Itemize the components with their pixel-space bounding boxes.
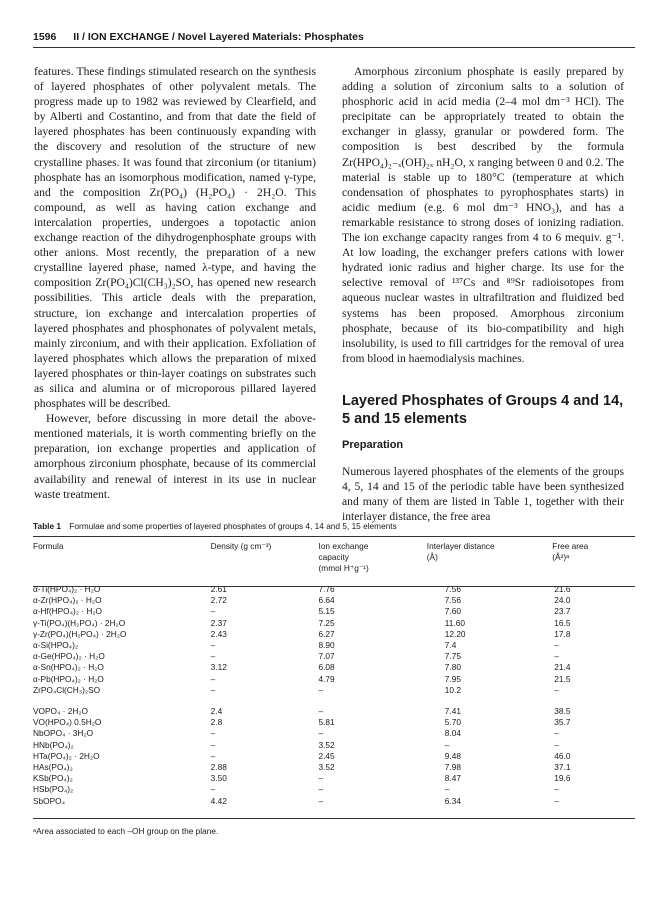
header-free-area-line1: Free area <box>552 541 589 551</box>
table-caption-text: Formulae and some properties of layered phosphates of groups 4, 14 and 5, 15 elements <box>69 521 397 531</box>
section-title: Layered Phosphates of Groups 4 and 14, 5 and 15 elements <box>342 392 624 427</box>
cell-interlayer: 7.56 <box>444 595 461 606</box>
left-column <box>34 64 316 502</box>
cell-interlayer: 7.4 <box>444 640 457 651</box>
left-paragraph-2: However, before discussing in more detail the above-mentioned materials, it is worth commenting briefly on the preparation, ion exchange properties and application of amorphous zirconium phosphate, because of its commercial availability and renewal of interest in its use in nuclear waste treatment. <box>34 412 316 501</box>
right-paragraph-2: Numerous layered phosphates of the elements of the groups 4, 5, 14 and 15 of the periodic table have been synthesized and many of them are listed in Table 1, together with their interlayer distance, the free area <box>342 464 624 524</box>
cell-interlayer: – <box>444 739 450 750</box>
cell-free-area: – <box>554 784 559 795</box>
cell-capacity: 7.76 <box>318 584 335 594</box>
table-header-row <box>33 541 635 574</box>
cell-capacity: 8.90 <box>318 640 335 651</box>
cell-formula: α-Ge(HPO₄)₂ · H₂O <box>33 651 105 662</box>
header-capacity <box>319 541 427 574</box>
cell-formula: VO(HPO₄) 0.5H₂O <box>33 717 102 728</box>
right-paragraph-1: Amorphous zirconium phosphate is easily prepared by adding a solution of zirconium salts to a solution of phosphoric acid in acid media (2–4 mol dm⁻³ HCl). The precipitate can be appropriately treated to obtain the exchanger in glassy, granular or powdered form. The composition is best described by the formula Zr(HPO₄)₂₋ₓ(OH)₂ₓ nH₂O, x ranging between 0 and 0.2. The material is stable up to 180°C (temperature at which condensation of phosphates to pyrophosphates starts) in acidic medium (e.g. 6 mol dm⁻³ HNO₃), and has a remarkable resistance to strong doses of ionizing radiation. The ion exchange capacity ranges from 4 to 6 mequiv. g⁻¹. At low loading, the exchanger prefers cations with lower hydrated ionic radius and higher charge. Its use for the selective removal of ¹³⁷Cs and ⁸⁹Sr radioisotopes from aqueous nuclear wastes in ultrafiltration and fluidized bed systems has been proposed. Amorphous zirconium phosphate, because of its bio-compatibility and high insolubility, is used to fill cartridges for the removal of urea from blood in haemodialysis machines. <box>342 65 624 365</box>
cell-capacity: – <box>318 773 324 784</box>
cell-density: – <box>210 784 216 795</box>
cell-interlayer: 10.2 <box>444 684 461 695</box>
cell-density: – <box>210 684 216 695</box>
cell-capacity: 7.07 <box>318 651 335 662</box>
cell-formula: α-Pb(HPO₄)₂ · H₂O <box>33 673 104 684</box>
table-row <box>33 662 635 673</box>
cell-free-area: 24.0 <box>554 595 571 606</box>
table-row <box>33 674 635 685</box>
table-row <box>33 618 635 629</box>
cell-density: 3.12 <box>210 662 227 673</box>
table-row <box>33 784 635 795</box>
table-row <box>33 685 635 696</box>
cell-capacity: – <box>318 706 324 717</box>
cell-formula: α-Sn(HPO₄)₂ · H₂O <box>33 662 104 673</box>
table-row <box>33 629 635 640</box>
cell-interlayer: 7.60 <box>444 606 461 617</box>
cell-interlayer: 7.98 <box>444 762 461 773</box>
cell-formula: α-Si(HPO₄)₂ <box>33 640 79 651</box>
table-body-group-1 <box>33 584 635 696</box>
cell-interlayer: 7.56 <box>444 584 461 594</box>
table-row <box>33 796 635 807</box>
header-rule <box>33 47 635 48</box>
cell-density: – <box>210 739 216 750</box>
cell-interlayer: 7.80 <box>444 662 461 673</box>
header-density: Density (g cm⁻³) <box>210 541 272 551</box>
cell-density: – <box>210 640 216 651</box>
cell-interlayer: 8.04 <box>444 728 461 739</box>
cell-free-area: – <box>554 640 559 651</box>
cell-density: – <box>210 750 216 761</box>
subsection-title: Preparation <box>342 438 404 451</box>
cell-free-area: 21.4 <box>554 662 571 673</box>
cell-formula: γ-Ti(PO₄)(H₂PO₄) · 2H₂O <box>33 617 126 628</box>
cell-free-area: 21.5 <box>554 673 571 684</box>
cell-capacity: – <box>318 795 324 806</box>
table-row <box>33 717 635 728</box>
cell-density: – <box>210 673 216 684</box>
cell-capacity: 2.45 <box>318 750 335 761</box>
header-interlayer-line1: Interlayer distance <box>426 541 495 551</box>
table-row <box>33 762 635 773</box>
cell-capacity: – <box>318 784 324 795</box>
cell-free-area: – <box>554 651 559 662</box>
cell-free-area: 21.6 <box>554 584 571 594</box>
cell-formula: α-Ti(HPO₄)₂ · H₂O <box>33 584 101 594</box>
cell-density: 4.42 <box>210 795 227 806</box>
cell-density: 2.4 <box>210 706 223 717</box>
cell-free-area: 17.8 <box>554 628 571 639</box>
table-row <box>33 706 635 717</box>
cell-interlayer: – <box>444 784 450 795</box>
cell-formula: HNb(PO₄)₂ <box>33 739 74 750</box>
cell-formula: HTa(PO₄)₂ · 2H₂O <box>33 750 100 761</box>
cell-density: 2.61 <box>210 584 227 594</box>
table-body-group-2 <box>33 706 635 807</box>
table-row <box>33 751 635 762</box>
header-capacity-line1: Ion exchange <box>318 541 369 551</box>
table-header-separator <box>33 586 635 587</box>
cell-interlayer: 11.60 <box>444 617 465 628</box>
cell-free-area: 46.0 <box>554 750 571 761</box>
cell-density: – <box>210 728 216 739</box>
cell-capacity: – <box>318 684 324 695</box>
cell-free-area: 37.1 <box>554 762 571 773</box>
cell-formula: α-Hf(HPO₄)₂ · H₂O <box>33 606 103 617</box>
cell-free-area: 19.6 <box>554 773 571 784</box>
cell-density: 2.43 <box>210 628 227 639</box>
cell-capacity: 6.08 <box>318 662 335 673</box>
cell-interlayer: 6.34 <box>444 795 461 806</box>
cell-free-area: – <box>554 795 559 806</box>
cell-capacity: 3.52 <box>318 739 335 750</box>
cell-capacity: 6.64 <box>318 595 335 606</box>
table-bottom-rule <box>33 818 635 819</box>
cell-capacity: 4.79 <box>318 673 335 684</box>
table-row <box>33 640 635 651</box>
cell-formula: NbOPO₄ · 3H₂O <box>33 728 94 739</box>
header-formula: Formula <box>33 541 64 551</box>
cell-density: 2.72 <box>210 595 227 606</box>
cell-interlayer: 12.20 <box>444 628 466 639</box>
header-interlayer <box>427 541 553 574</box>
cell-formula: ZrPO₄Cl(CH₃)₂SO <box>33 684 101 695</box>
cell-formula: γ-Zr(PO₄)(H₂PO₄) · 2H₂O <box>33 628 127 639</box>
cell-density: 2.37 <box>210 617 227 628</box>
cell-formula: α-Zr(HPO₄)₂ · H₂O <box>33 595 102 606</box>
cell-free-area: 38.5 <box>554 706 571 717</box>
header-free-area-line2: (Å²)ᵃ <box>552 552 570 562</box>
cell-interlayer: 7.75 <box>444 651 461 662</box>
cell-capacity: 6.27 <box>318 628 335 639</box>
cell-capacity: 5.81 <box>318 717 335 728</box>
cell-formula: HAs(PO₄)₂ <box>33 762 73 773</box>
cell-capacity: – <box>318 728 324 739</box>
cell-free-area: 23.7 <box>554 606 571 617</box>
table-row <box>33 728 635 739</box>
cell-interlayer: 8.47 <box>444 773 461 784</box>
cell-formula: HSb(PO₄)₂ <box>33 784 74 795</box>
cell-free-area: – <box>554 684 559 695</box>
header-capacity-line3: (mmol H⁺g⁻¹) <box>318 563 369 573</box>
cell-capacity: 5.15 <box>318 606 335 617</box>
header-interlayer-line2: (Å) <box>426 552 438 562</box>
table-row <box>33 606 635 617</box>
table-top-rule <box>33 536 635 537</box>
cell-formula: SbOPO₄ <box>33 795 65 806</box>
cell-interlayer: 5.70 <box>444 717 461 728</box>
running-header <box>33 31 633 43</box>
left-paragraph-1: features. These findings stimulated research on the synthesis of layered phosphates of other polyvalent metals. The progress made up to 1982 was reviewed by Clearfield, and by Alberti and Costantino, and from that date the field of layered phosphates has been continuously expanding with the discovery and resolution of the structure of new crystalline phases. It was found that zirconium (or titanium) phosphate has an isomorphous modification, named γ-type, and the composition Zr(PO₄) (H₂PO₄) · 2H₂O. This compound, as well as having cation exchange and intercalation properties, undergoes a topotactic anion exchange reaction of the dihydrogenphosphate groups with other anions. Most recently, the preparation of a new crystalline layered phase, named λ-type, and having the composition Zr(PO₄)Cl(CH₃)₂SO, has opened new research possibilities. This article deals with the preparation, structure, ion exchange and intercalation properties of layered phosphates and phosphonates of polyvalent metals, mainly zirconium, and with their application. Exfoliation of layered phosphates which allows the preparation of mixed layered phosphates or thin-layer coatings on substrates such as silica and alumina or of microporous pillared layered phosphates will be described. <box>34 65 316 411</box>
properties-table <box>33 541 635 807</box>
cell-free-area: – <box>554 728 559 739</box>
cell-density: – <box>210 606 216 617</box>
cell-formula: VOPO₄ · 2H₂O <box>33 706 89 717</box>
cell-formula: KSb(PO₄)₂ <box>33 773 73 784</box>
cell-capacity: 7.25 <box>318 617 335 628</box>
cell-capacity: 3.52 <box>318 762 335 773</box>
right-column <box>342 64 624 524</box>
cell-free-area: 16.5 <box>554 617 571 628</box>
table-footnote: ᵃArea associated to each –OH group on the plane. <box>33 826 219 836</box>
cell-density: 2.8 <box>210 717 223 728</box>
table-row <box>33 595 635 606</box>
table-label: Table 1 <box>33 521 61 531</box>
cell-free-area: 35.7 <box>554 717 571 728</box>
cell-free-area: – <box>554 739 559 750</box>
table-row <box>33 651 635 662</box>
cell-density: 3.50 <box>210 773 227 784</box>
header-capacity-line2: capacity <box>318 552 349 562</box>
cell-interlayer: 9.48 <box>444 750 461 761</box>
cell-interlayer: 7.41 <box>444 706 461 717</box>
table-caption <box>33 521 633 531</box>
table-row <box>33 773 635 784</box>
header-free-area <box>552 541 635 574</box>
cell-density: 2.88 <box>210 762 227 773</box>
table-group-gap <box>33 696 635 706</box>
table-row <box>33 740 635 751</box>
cell-density: – <box>210 651 216 662</box>
page-number: 1596 <box>33 31 57 43</box>
cell-interlayer: 7.95 <box>444 673 461 684</box>
running-title: II / ION EXCHANGE / Novel Layered Materials: Phosphates <box>73 31 364 43</box>
